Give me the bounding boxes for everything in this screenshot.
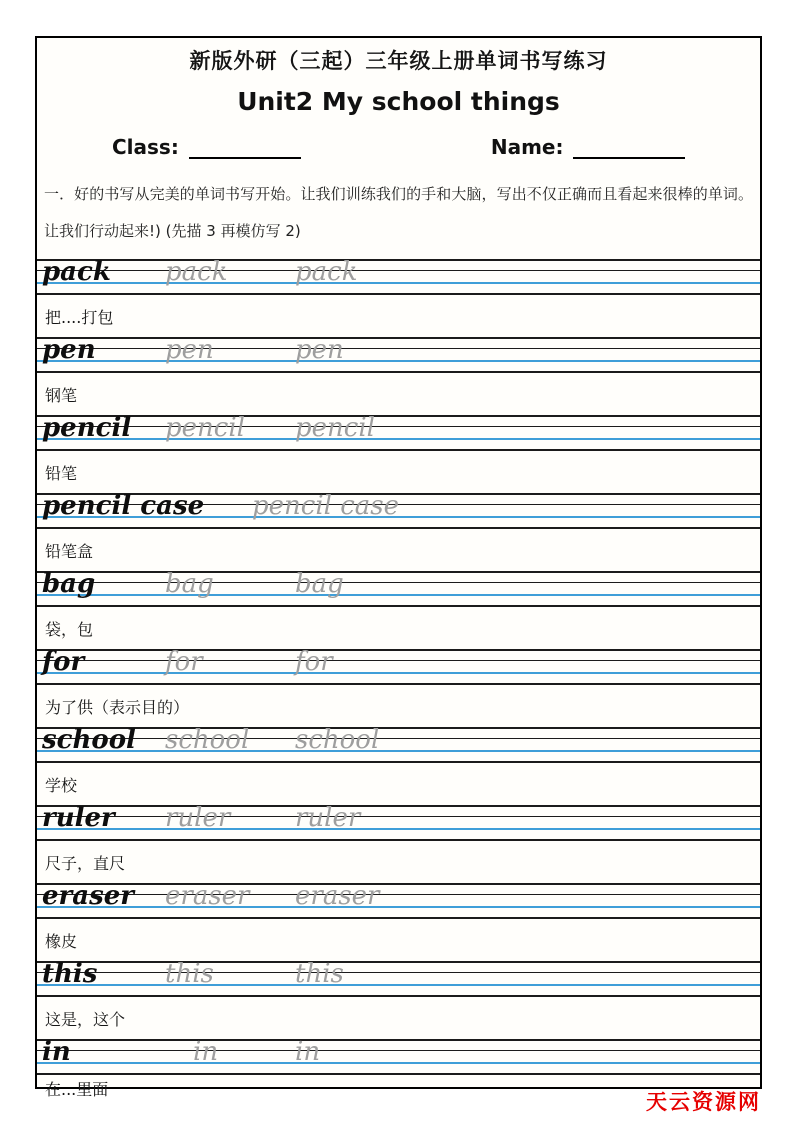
guide-line-top — [37, 961, 760, 963]
word-block-pen — [37, 337, 760, 415]
word-meaning: 橡皮 — [45, 932, 78, 951]
word-trace-1: pencil case — [252, 491, 400, 521]
word-trace-2: school — [295, 725, 380, 755]
word-model: this — [42, 959, 98, 989]
word-trace-2: pack — [295, 257, 358, 287]
word-model: school — [42, 725, 136, 755]
word-trace-1: bag — [165, 569, 214, 599]
word-meaning: 在...里面 — [45, 1080, 109, 1099]
unit-title: Unit2 My school things — [237, 87, 560, 116]
word-trace-1: this — [165, 959, 214, 989]
guide-line-upper — [37, 348, 760, 349]
guide-line-baseline — [37, 672, 760, 674]
word-trace-1: pen — [165, 335, 214, 365]
guide-line-baseline — [37, 594, 760, 596]
word-trace-1: school — [165, 725, 250, 755]
word-trace-2: pen — [295, 335, 344, 365]
word-block-ruler — [37, 805, 760, 883]
word-block-for — [37, 649, 760, 727]
word-meaning: 铅笔盒 — [45, 542, 94, 561]
watermark: 天云资源网 — [646, 1090, 761, 1114]
writing-guide — [37, 337, 760, 372]
word-trace-2: pencil — [295, 413, 375, 443]
word-model: bag — [42, 569, 96, 599]
writing-guide — [37, 649, 760, 684]
guide-line-upper — [37, 660, 760, 661]
writing-guide — [37, 727, 760, 762]
word-block-pack — [37, 259, 760, 337]
word-model: for — [42, 647, 85, 677]
worksheet-border — [35, 36, 762, 1099]
class-name-row — [112, 133, 760, 159]
guide-line-upper — [37, 816, 760, 817]
guide-line-bottom — [37, 449, 760, 451]
writing-guide — [37, 1039, 760, 1074]
guide-line-top — [37, 805, 760, 807]
word-trace-2: this — [295, 959, 344, 989]
word-model: pencil case — [42, 491, 205, 521]
word-meaning: 学校 — [45, 776, 78, 795]
word-block-pencil-case — [37, 493, 760, 571]
name-blank-line — [573, 137, 685, 159]
word-trace-1: eraser — [165, 881, 250, 911]
word-model: pencil — [42, 413, 132, 443]
guide-line-baseline — [37, 750, 760, 752]
worksheet-title: 新版外研（三起）三年级上册单词书写练习 — [189, 49, 608, 73]
word-trace-2: for — [295, 647, 333, 677]
word-trace-1: in — [193, 1037, 219, 1067]
word-block-bag — [37, 571, 760, 649]
writing-guide — [37, 493, 760, 528]
word-meaning: 这是，这个 — [45, 1010, 126, 1029]
word-model: pack — [42, 257, 111, 287]
guide-line-bottom — [37, 917, 760, 919]
guide-line-baseline — [37, 828, 760, 830]
writing-guide — [37, 571, 760, 606]
word-meaning: 钢笔 — [45, 386, 78, 405]
guide-line-baseline — [37, 360, 760, 362]
instruction-text: 一．好的书写从完美的单词书写开始。让我们训练我们的手和大脑，写出不仅正确而且看起来很棒的单词。让我们行动起来!) (先描 3 再模仿写 2) — [44, 185, 753, 240]
guide-line-top — [37, 727, 760, 729]
writing-guide — [37, 259, 760, 294]
name-label: Name: — [490, 135, 564, 159]
word-meaning: 袋，包 — [45, 620, 94, 639]
word-model: in — [42, 1037, 71, 1067]
word-trace-2: eraser — [295, 881, 380, 911]
word-model: pen — [42, 335, 96, 365]
word-trace-2: in — [295, 1037, 321, 1067]
class-label: Class: — [112, 135, 179, 159]
word-trace-1: ruler — [165, 803, 231, 833]
guide-line-bottom — [37, 683, 760, 685]
guide-line-bottom — [37, 839, 760, 841]
word-meaning: 尺子，直尺 — [45, 854, 126, 873]
writing-guide — [37, 883, 760, 918]
guide-line-top — [37, 259, 760, 261]
guide-line-bottom — [37, 371, 760, 373]
guide-line-upper — [37, 426, 760, 427]
guide-line-baseline — [37, 438, 760, 440]
guide-line-top — [37, 883, 760, 885]
writing-guide — [37, 961, 760, 996]
guide-line-upper — [37, 972, 760, 973]
word-block-eraser — [37, 883, 760, 961]
guide-line-baseline — [37, 984, 760, 986]
guide-line-baseline — [37, 1062, 760, 1064]
word-block-pencil — [37, 415, 760, 493]
word-trace-1: pack — [165, 257, 228, 287]
word-model: eraser — [42, 881, 134, 911]
guide-line-top — [37, 1039, 760, 1041]
word-block-school — [37, 727, 760, 805]
class-blank-line — [189, 137, 301, 159]
guide-line-upper — [37, 1050, 760, 1051]
guide-line-baseline — [37, 906, 760, 908]
guide-line-top — [37, 649, 760, 651]
word-trace-1: pencil — [165, 413, 245, 443]
guide-line-upper — [37, 270, 760, 271]
guide-line-bottom — [37, 761, 760, 763]
word-model: ruler — [42, 803, 115, 833]
guide-line-upper — [37, 582, 760, 583]
word-trace-2: bag — [295, 569, 344, 599]
guide-line-baseline — [37, 282, 760, 284]
writing-guide — [37, 415, 760, 450]
guide-line-bottom — [37, 605, 760, 607]
word-trace-1: for — [165, 647, 203, 677]
word-meaning: 铅笔 — [45, 464, 78, 483]
word-practice-list — [37, 259, 760, 1117]
guide-line-bottom — [37, 293, 760, 295]
guide-line-upper — [37, 738, 760, 739]
writing-guide — [37, 805, 760, 840]
word-block-this — [37, 961, 760, 1039]
word-meaning: 把....打包 — [45, 308, 114, 327]
guide-line-upper — [37, 894, 760, 895]
guide-line-bottom — [37, 995, 760, 997]
guide-line-top — [37, 571, 760, 573]
word-trace-2: ruler — [295, 803, 361, 833]
guide-line-top — [37, 415, 760, 417]
guide-line-bottom — [37, 527, 760, 529]
guide-line-bottom — [37, 1073, 760, 1075]
word-meaning: 为了供（表示目的） — [45, 698, 190, 717]
guide-line-top — [37, 337, 760, 339]
